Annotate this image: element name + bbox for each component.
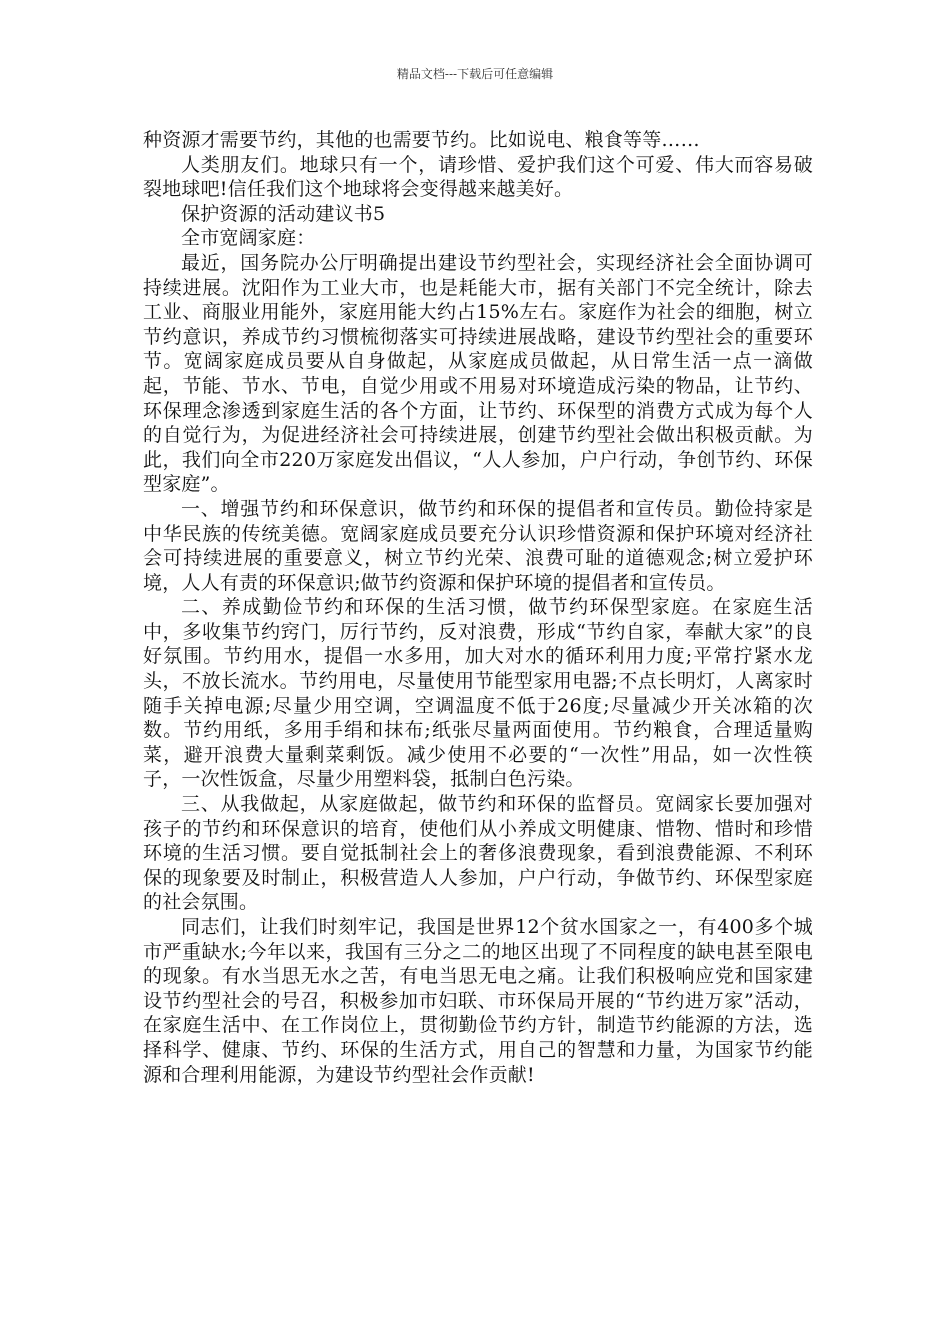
paragraph-point-one: 一、增强节约和环保意识，做节约和环保的提倡者和宣传员。勤俭持家是中华民族的传统美德。宽阔家庭成员要充分认识珍惜资源和保护环境对经济社会可持续进展的重要意义，树立节约光荣、浪费可耻的道德观念;树立爱护环境，人人有责的环保意识;做节约资源和保护环境的提倡者和宣传员。 bbox=[143, 497, 813, 594]
page-header-watermark: 精品文档---下载后可任意编辑 bbox=[396, 67, 554, 81]
paragraph-conclusion: 同志们，让我们时刻牢记，我国是世界12个贫水国家之一，有400多个城市严重缺水;今年以来，我国有三分之二的地区出现了不同程度的缺电甚至限电的现象。有水当思无水之苦，有电当思无电之痛。让我们积极响应党和国家建设节约型社会的号召，积极参加市妇联、市环保局开展的“节约进万家”活动，在家庭生活中、在工作岗位上，贯彻勤俭节约方针，制造节约能源的方法，选择科学、健康、节约、环保的生活方式，用自己的智慧和力量，为国家节约能源和合理利用能源，为建设节约型社会作贡献! bbox=[143, 916, 813, 1086]
paragraph-closing-appeal: 人类朋友们。地球只有一个，请珍惜、爱护我们这个可爱、伟大而容易破裂地球吧!信任我们这个地球将会变得越来越美好。 bbox=[143, 153, 813, 201]
paragraph-point-three: 三、从我做起，从家庭做起，做节约和环保的监督员。宽阔家长要加强对孩子的节约和环保意识的培育，使他们从小养成文明健康、惜物、惜时和珍惜环境的生活习惯。要自觉抵制社会上的奢侈浪费现象，看到浪费能源、不利环保的现象要及时制止，积极营造人人参加，户户行动，争做节约、环保型家庭的社会氛围。 bbox=[143, 793, 813, 914]
salutation: 全市宽阔家庭： bbox=[181, 227, 316, 250]
paragraph-intro: 最近，国务院办公厅明确提出建设节约型社会，实现经济社会全面协调可持续进展。沈阳作为工业大市，也是耗能大市，据有关部门不完全统计，除去工业、商服业用能外，家庭用能大约占15%左右。家庭作为社会的细胞，树立节约意识，养成节约习惯梳彻落实可持续进展战略，建设节约型社会的重要环节。宽阔家庭成员要从自身做起，从家庭成员做起，从日常生活一点一滴做起，节能、节水、节电，自觉少用或不用易对环境造成污染的物品，让节约、环保理念渗透到家庭生活的各个方面，让节约、环保型的消费方式成为每个人的自觉行为，为促进经济社会可持续进展，创建节约型社会做出积极贡献。为此，我们向全市220万家庭发出倡议，“人人参加，户户行动，争创节约、环保型家庭”。 bbox=[143, 251, 813, 496]
document-body bbox=[143, 128, 813, 1087]
paragraph-point-two: 二、养成勤俭节约和环保的生活习惯，做节约环保型家庭。在家庭生活中，多收集节约窍门，厉行节约，反对浪费，形成“节约自家，奉献大家”的良好氛围。节约用水，提倡一水多用，加大对水的循环利用力度;平常拧紧水龙头，不放长流水。节约用电，尽量使用节能型家用电器;不点长明灯，人离家时随手关掉电源;尽量少用空调，空调温度不低于26度;尽量减少开关冰箱的次数。节约用纸，多用手绢和抹布;纸张尽量两面使用。节约粮食，合理适量购菜，避开浪费大量剩菜剩饭。减少使用不必要的“一次性”用品，如一次性筷子，一次性饭盒，尽量少用塑料袋，抵制白色污染。 bbox=[143, 596, 813, 791]
paragraph-continuation: 种资源才需要节约，其他的也需要节约。比如说电、粮食等等…… bbox=[143, 129, 700, 151]
section-title: 保护资源的活动建议书5 bbox=[181, 202, 386, 225]
